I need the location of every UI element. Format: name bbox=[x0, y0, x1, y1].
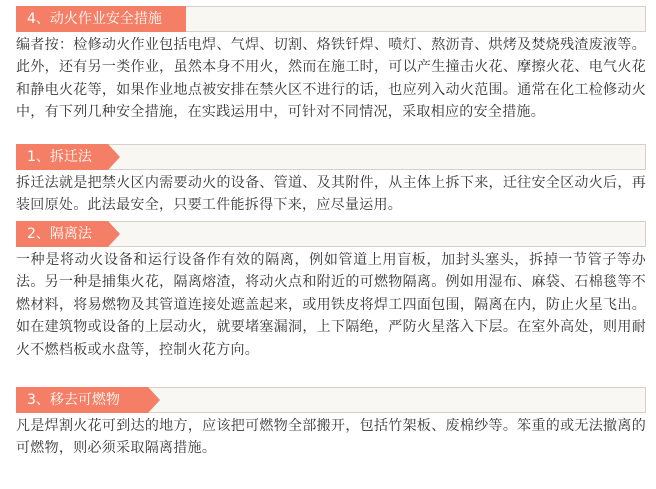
section-header-isolation-method bbox=[16, 221, 646, 247]
section-title: 3、移去可燃物 bbox=[16, 387, 148, 413]
section-header-relocation-method bbox=[16, 144, 646, 170]
section-title: 1、拆迁法 bbox=[16, 144, 108, 170]
section-body-relocation-method: 拆迁法就是把禁火区内需要动火的设备、管道、及其附件，从主体上拆下来，迁往安全区动火后，再装回原处。此法最安全，只要工件能拆得下来，应尽量运用。 bbox=[16, 175, 646, 214]
section-body-isolation-method: 一种是将动火设备和运行设备作有效的隔离，例如管道上用盲板，加封头塞头，拆掉一节管子等办法。另一种是捕集火花，隔离熔渣，将动火点和附近的可燃物隔离。例如用湿布、麻袋、石棉毯等不燃材料，将易燃物及其管道连接处遮盖起来，或用铁皮将焊工四面包围，隔离在内，防止火星飞出。如在建筑物或设备的上层动火，就要堵塞漏洞，上下隔绝，严防火星落入下层。在室外高处，则用耐火不燃档板或水盘等，控制火花方向。 bbox=[16, 252, 646, 358]
section-title: 2、隔离法 bbox=[16, 221, 108, 247]
section-header-fire-safety-measures bbox=[16, 6, 646, 32]
section-header-remove-combustibles bbox=[16, 387, 646, 413]
section-title: 4、动火作业安全措施 bbox=[16, 6, 186, 32]
section-body-remove-combustibles: 凡是焊割火花可到达的地方，应该把可燃物全部搬开，包括竹架板、废棉纱等。笨重的或无法撤离的可燃物，则必须采取隔离措施。 bbox=[16, 418, 646, 457]
section-body-editor-note: 编者按：检修动火作业包括电焊、气焊、切割、烙铁钎焊、喷灯、熬沥青、烘烤及焚烧残渣废液等。此外，还有另一类作业，虽然本身不用火，然而在施工时，可以产生撞击火花、摩擦火花、电气火花和静电火花等，如果作业地点被安排在禁火区不进行的话，也应列入动火范围。通常在化工检修动火中，有下列几种安全措施，在实践运用中，可针对不同情况，采取相应的安全措施。 bbox=[16, 37, 646, 121]
